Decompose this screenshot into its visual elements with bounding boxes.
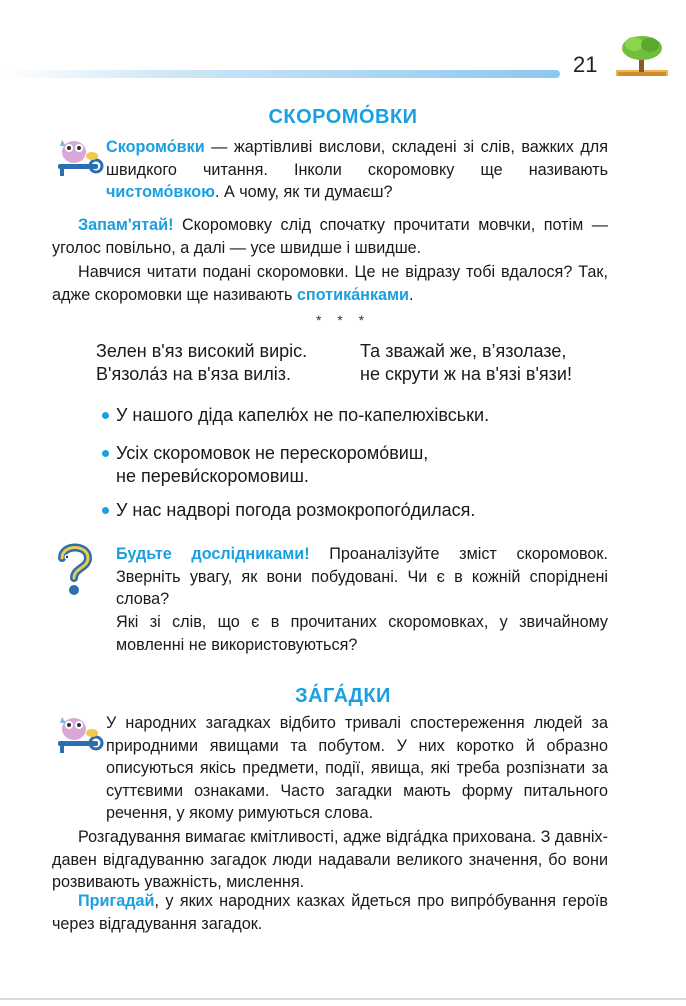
poem-left-column [96,340,307,386]
question-mark-icon [52,540,96,600]
bullet-dot-icon [102,450,109,457]
bullet-dot-icon [102,412,109,419]
poem-right-column [360,340,572,386]
section-title-tongue-twisters: СКОРОМО́ВКИ [268,106,418,128]
owl-key-icon [52,134,106,180]
page-number: 21 [573,52,598,77]
section-title-riddles: ЗА́ГА́ДКИ [295,685,391,707]
remember-label: Запам'ятай! [78,216,174,234]
remember-text: Скоромовку слід спочатку прочитати мовчки, потім — уголос повільно, а далі — усе швидше і швидше. [52,216,608,257]
research-text: Проаналізуйте зміст скоромовок. Зверніть увагу, як вони побудовані. Чи є в кожній споріднені слова? [116,545,608,608]
learn-text-2: . [408,285,414,304]
poem-line: Зелен в'яз високий виріс. [96,341,308,361]
stars-separator: * * * [315,312,371,328]
research-label: Будьте дослідниками! [116,545,310,563]
owl-key-icon [52,711,106,757]
research-paragraph-2: Які зі слів, що є в прочитаних скоромовках, у звичайному мовленні не використовуються? [116,613,608,654]
learn-text-1: Навчися читати подані скоромовки. Це не відразу тобі вдалося? Так, адже скоромовки ще називають [52,263,608,304]
bottom-border [0,998,686,1000]
tree-book-icon [612,32,672,80]
header-bar [0,70,560,78]
riddles-paragraph-1a: У народних загадках відбито тривалі спостереження людей за природними явищами та побутом. У них коротко й образно описуються якісь предмети, події, явища, які треба розпізнати за суттєвими ознаками. Часто загадки мають форму питального речення, у якому римуються слова. [106,714,608,822]
riddles-paragraph-2: Розгадування вимагає кмітливості, адже відга́дка прихована. З давніх-давен відгадуванню загадок люди надавали великого значення, бо вони розвивають уважність, мислення. [52,828,608,891]
recall-text: , у яких народних казках йдеться про випро́бування героїв через відгадування загадок. [52,892,608,933]
poem-line: Та зважай же, в’язолазе, [360,341,567,361]
poem-line: не скрути ж на в'язі в'язи! [360,364,572,384]
learn-paragraph [52,261,608,306]
intro-text-2: . А чому, як ти думаєш? [214,183,393,201]
bullet-item: У нашого діда капелю́х не по-капелюхівськи. [116,404,489,427]
bullet-item: У нас надворі погода розмокропого́дилася. [116,499,475,522]
intro-paragraph [106,136,608,204]
poem-line: В'язола́з на в'яза виліз. [96,364,291,384]
remember-paragraph [52,214,608,259]
recall-label: Пригадай [78,892,155,910]
bullet-dot-icon [102,507,109,514]
research-paragraph [116,543,608,611]
term-clean-speech: чистомо́вкою [106,183,215,201]
term-stumblers: спотика́нками [296,285,409,304]
term-tongue-twisters: Скоромо́вки [106,138,205,156]
riddles-paragraph-3 [52,890,608,935]
intro-text-1: — жартівливі вислови, складені зі слів, важких для швидкого читання. Інколи скоромовку ще називають [106,138,608,179]
bullet-item: Усіх скоромовок не перескоромо́виш, не переви́скоромовиш. [116,442,428,488]
